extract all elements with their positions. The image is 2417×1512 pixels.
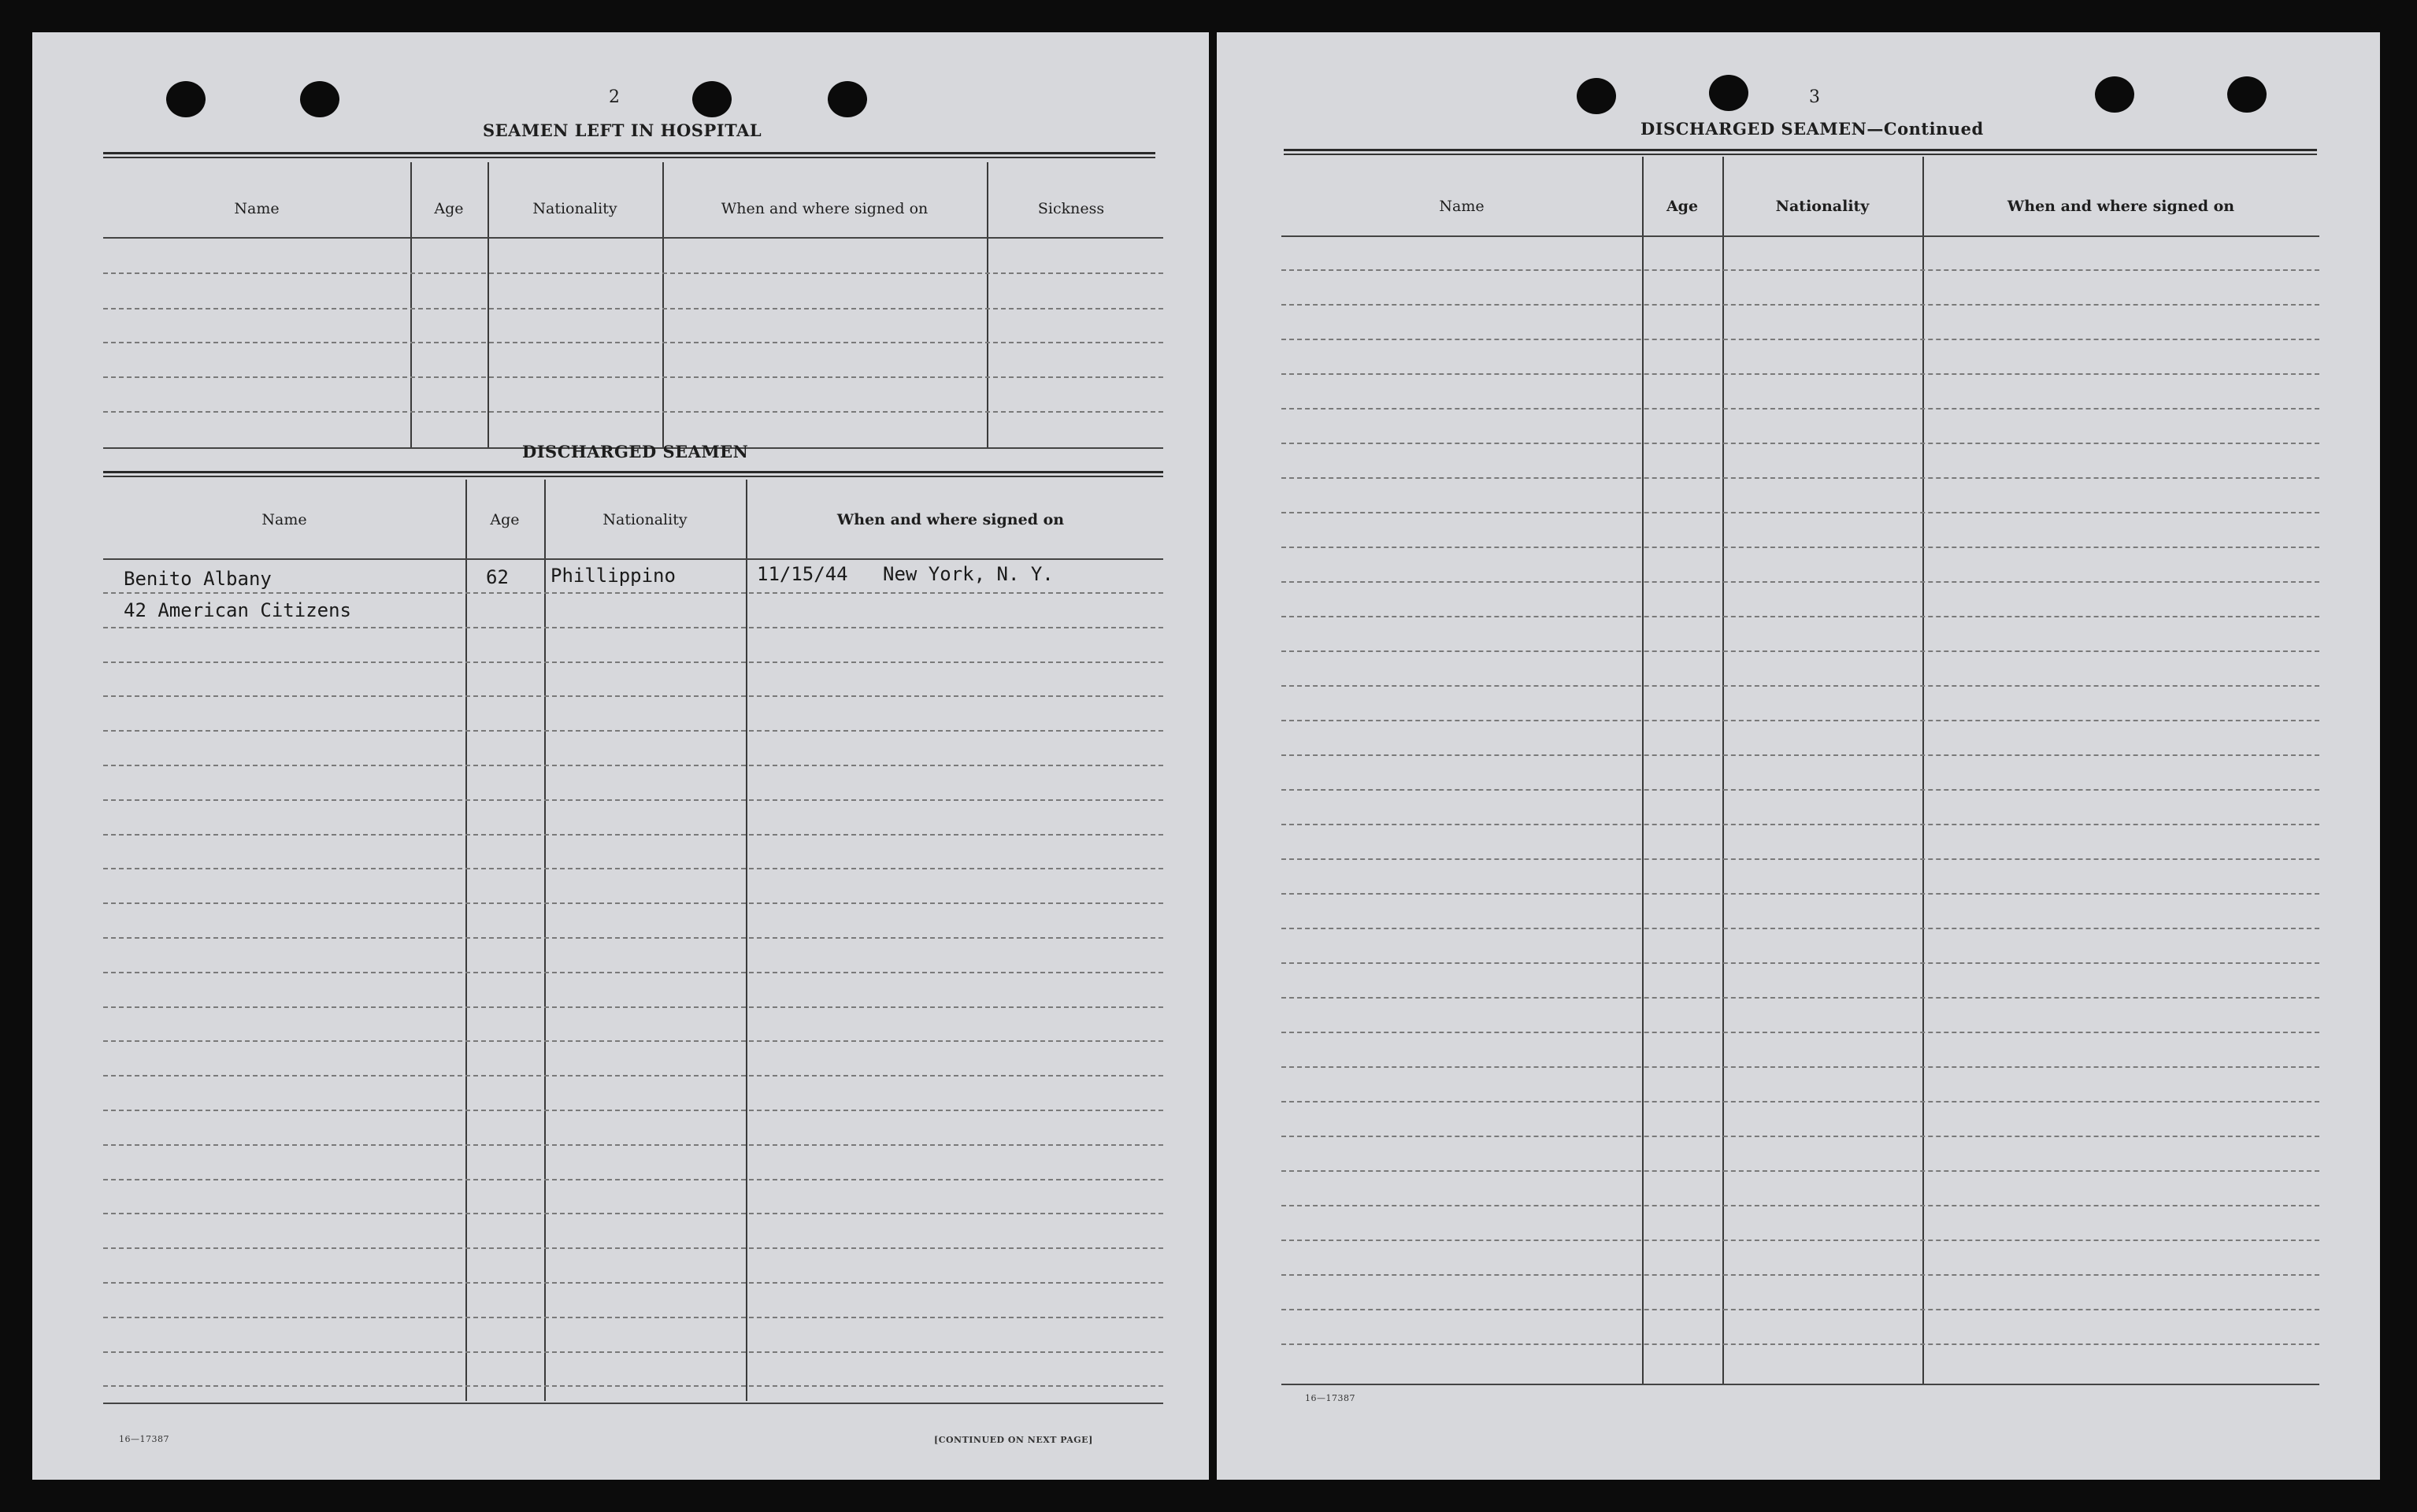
header-rule [103,558,1163,560]
page-number: 2 [609,87,620,107]
col-header-name: Name [1439,198,1485,215]
row-line [1281,650,2319,652]
row-line [103,627,1163,628]
row-line [1281,1170,2319,1172]
column-divider [544,480,546,1401]
row-line [1281,304,2319,306]
col-header-age: Age [1666,198,1699,215]
column-divider [662,162,664,447]
row-line [103,1385,1163,1387]
row-line [103,1282,1163,1284]
row-line [1281,616,2319,617]
row-line [1281,477,2319,479]
section-rule [1284,149,2317,151]
row-line [1281,581,2319,583]
col-header-nationality: Nationality [532,200,617,217]
hospital-table [103,162,1163,454]
row-line [1281,1205,2319,1206]
section-rule [103,157,1155,158]
punch-hole [2227,76,2267,113]
row-line [1281,512,2319,513]
row-line [103,1040,1163,1042]
entry-nationality: Phillippino [550,565,676,587]
row-line [1281,1240,2319,1241]
row-line [1281,1101,2319,1102]
row-line [103,972,1163,973]
entry-name: 42 American Citizens [124,599,351,621]
punch-hole [828,81,867,117]
entry-name: Benito Albany [124,568,272,590]
form-number: 16—17387 [1305,1393,1355,1403]
form-number: 16—17387 [119,1434,169,1444]
row-line [1281,789,2319,791]
row-line [1281,408,2319,410]
row-line [103,376,1163,378]
section-rule [103,476,1163,477]
row-line [103,868,1163,869]
row-line [103,937,1163,939]
row-line [1281,1032,2319,1033]
row-line [1281,1066,2319,1068]
row-line [1281,754,2319,756]
row-line [103,902,1163,904]
column-divider [987,162,988,447]
row-line [1281,685,2319,687]
row-line [1281,824,2319,825]
header-rule [103,237,1163,239]
row-line [1281,339,2319,340]
continued-note: [CONTINUED ON NEXT PAGE] [934,1435,1093,1445]
row-line [103,592,1163,594]
row-line [103,1213,1163,1214]
row-line [103,1144,1163,1146]
punch-hole [300,81,339,117]
row-line [1281,443,2319,444]
column-divider [1922,157,1924,1384]
punch-hole [1709,75,1748,111]
row-line [103,1006,1163,1008]
section-rule [103,471,1163,473]
col-header-name: Name [261,511,307,528]
column-divider [465,480,467,1401]
discharged-continued-table [1281,157,2319,1387]
column-divider [487,162,489,447]
entry-place: New York, N. Y. [883,563,1054,585]
column-divider [410,162,412,447]
row-line [1281,893,2319,895]
row-line [103,411,1163,413]
col-header-nationality: Nationality [602,511,688,528]
column-divider [746,480,747,1401]
page-number: 3 [1809,87,1820,107]
row-line [103,765,1163,766]
row-line [1281,1136,2319,1137]
row-line [103,1179,1163,1180]
row-line [1281,997,2319,999]
entry-age: 62 [486,566,509,588]
col-header-nationality: Nationality [1775,198,1870,215]
section-rule [103,152,1155,154]
discharged-table [103,480,1163,1405]
discharged-section-title: DISCHARGED SEAMEN [522,442,749,461]
punch-hole [692,81,732,117]
row-line [103,834,1163,836]
col-header-signed-on: When and where signed on [2007,198,2235,215]
row-line [1281,1274,2319,1276]
row-line [103,342,1163,343]
table-bottom-rule [1281,1384,2319,1385]
col-header-sickness: Sickness [1037,200,1105,217]
row-line [1281,547,2319,548]
punch-hole [2095,76,2134,113]
row-line [103,1317,1163,1318]
row-line [103,799,1163,801]
column-divider [1722,157,1724,1384]
hospital-section-title: SEAMEN LEFT IN HOSPITAL [483,120,762,140]
row-line [1281,858,2319,860]
row-line [1281,373,2319,375]
entry-date: 11/15/44 [757,563,848,585]
row-line [103,1075,1163,1077]
row-line [103,1247,1163,1249]
col-header-signed-on: When and where signed on [836,511,1065,528]
row-line [103,695,1163,697]
punch-hole [1577,78,1616,114]
row-line [1281,1309,2319,1310]
row-line [1281,928,2319,929]
col-header-signed-on: When and where signed on [721,200,929,217]
col-header-age: Age [490,511,520,528]
row-line [103,730,1163,732]
row-line [103,1110,1163,1111]
left-page [32,32,1209,1480]
header-rule [1281,235,2319,237]
table-bottom-rule [103,1403,1163,1404]
row-line [103,662,1163,663]
row-line [103,1351,1163,1353]
row-line [1281,1343,2319,1345]
col-header-name: Name [234,200,280,217]
col-header-age: Age [434,200,464,217]
row-line [103,272,1163,274]
row-line [103,308,1163,309]
row-line [1281,269,2319,271]
row-line [1281,720,2319,721]
punch-hole [166,81,206,117]
row-line [1281,962,2319,964]
column-divider [1642,157,1644,1384]
discharged-continued-title: DISCHARGED SEAMEN—Continued [1640,119,1984,139]
section-rule [1284,154,2317,155]
right-page [1217,32,2380,1480]
